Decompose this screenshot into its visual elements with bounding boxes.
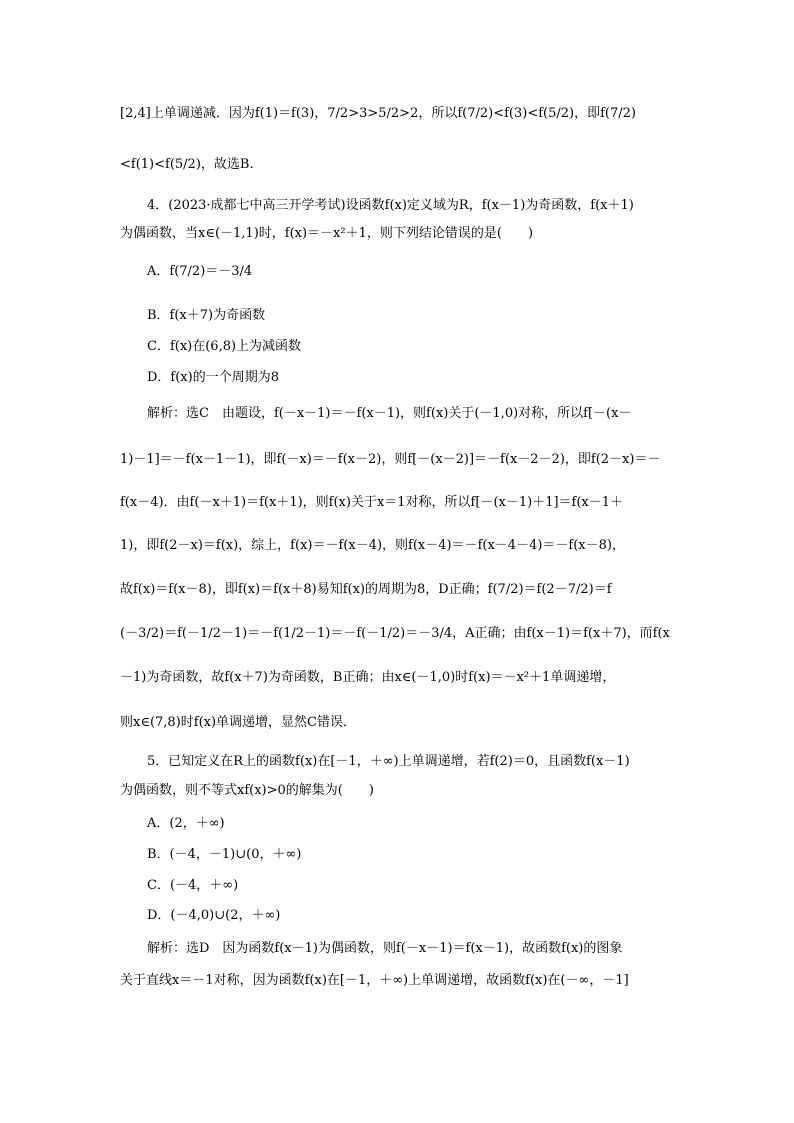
solution-line: 解析：选C 由题设，f(－x－1)＝－f(x－1)，则f(x)关于(－1,0)对称，所以f[－(x－ <box>147 406 632 421</box>
option-c: C．f(x)在(6,8)上为减函数 <box>147 339 302 354</box>
text-line: <f(1)<f(5/2)，故选B. <box>120 157 254 172</box>
solution-line: 故f(x)＝f(x－8)，即f(x)＝f(x＋8)易知f(x)的周期为8，D正确；f(7/2)＝f(2－7/2)＝f <box>120 582 612 597</box>
solution-line: 则x∈(7,8)时f(x)单调递增，显然C错误． <box>120 715 357 730</box>
solution-line: 1)－1]＝－f(x－1－1)，即f(－x)＝－f(x－2)，则f[－(x－2)]＝－f(x－2－2)，即f(2－x)＝－ <box>120 452 661 467</box>
option-a: A．f(7/2)＝－3/4 <box>147 264 253 279</box>
solution-line: f(x－4)．由f(－x＋1)＝f(x＋1)，则f(x)关于x＝1对称，所以f[－(x－1)＋1]＝f(x－1＋ <box>120 495 624 510</box>
text-line: 为偶函数，当x∈(－1,1)时，f(x)＝－x²＋1，则下列结论错误的是( ) <box>120 226 534 241</box>
solution-line: 解析：选D 因为函数f(x－1)为偶函数，则f(－x－1)＝f(x－1)，故函数f(x)的图象 <box>147 941 623 956</box>
solution-line: (－3/2)＝f(－1/2－1)＝－f(1/2－1)＝－f(－1/2)＝－3/4，A正确；由f(x－1)＝f(x＋7)，而f(x <box>120 626 670 641</box>
option-a: A．(2，＋∞) <box>147 816 225 831</box>
option-b: B．f(x＋7)为奇函数 <box>147 308 266 323</box>
solution-line: 1)，即f(2－x)＝f(x)，综上，f(x)＝－f(x－4)，则f(x－4)＝－f(x－4－4)＝－f(x－8)， <box>120 538 625 553</box>
text-line: 为偶函数，则不等式xf(x)>0的解集为( ) <box>120 783 374 798</box>
text-line: [2,4]上单调递减．因为f(1)＝f(3)，7/2>3>5/2>2，所以f(7/2)<f(3)<f(5/2)，即f(7/2) <box>120 106 636 121</box>
question-4-stem: 4．(2023·成都七中高三开学考试)设函数f(x)定义域为R，f(x－1)为奇函数，f(x＋1) <box>147 198 634 213</box>
solution-line: 关于直线x＝－1对称，因为函数f(x)在[－1，＋∞)上单调递增，故函数f(x)在(－∞，－1] <box>120 973 629 988</box>
option-d: D．(－4,0)∪(2，＋∞) <box>147 908 281 923</box>
option-d: D．f(x)的一个周期为8 <box>147 370 279 385</box>
option-c: C．(－4，＋∞) <box>147 878 239 893</box>
question-5-stem: 5．已知定义在R上的函数f(x)在[－1，＋∞)上单调递增，若f(2)＝0，且函数f(x－1) <box>147 754 630 769</box>
solution-line: －1)为奇函数，故f(x＋7)为奇函数，B正确；由x∈(－1,0)时f(x)＝－x²＋1单调递增， <box>120 670 616 685</box>
option-b: B．(－4，－1)∪(0，＋∞) <box>147 847 302 862</box>
